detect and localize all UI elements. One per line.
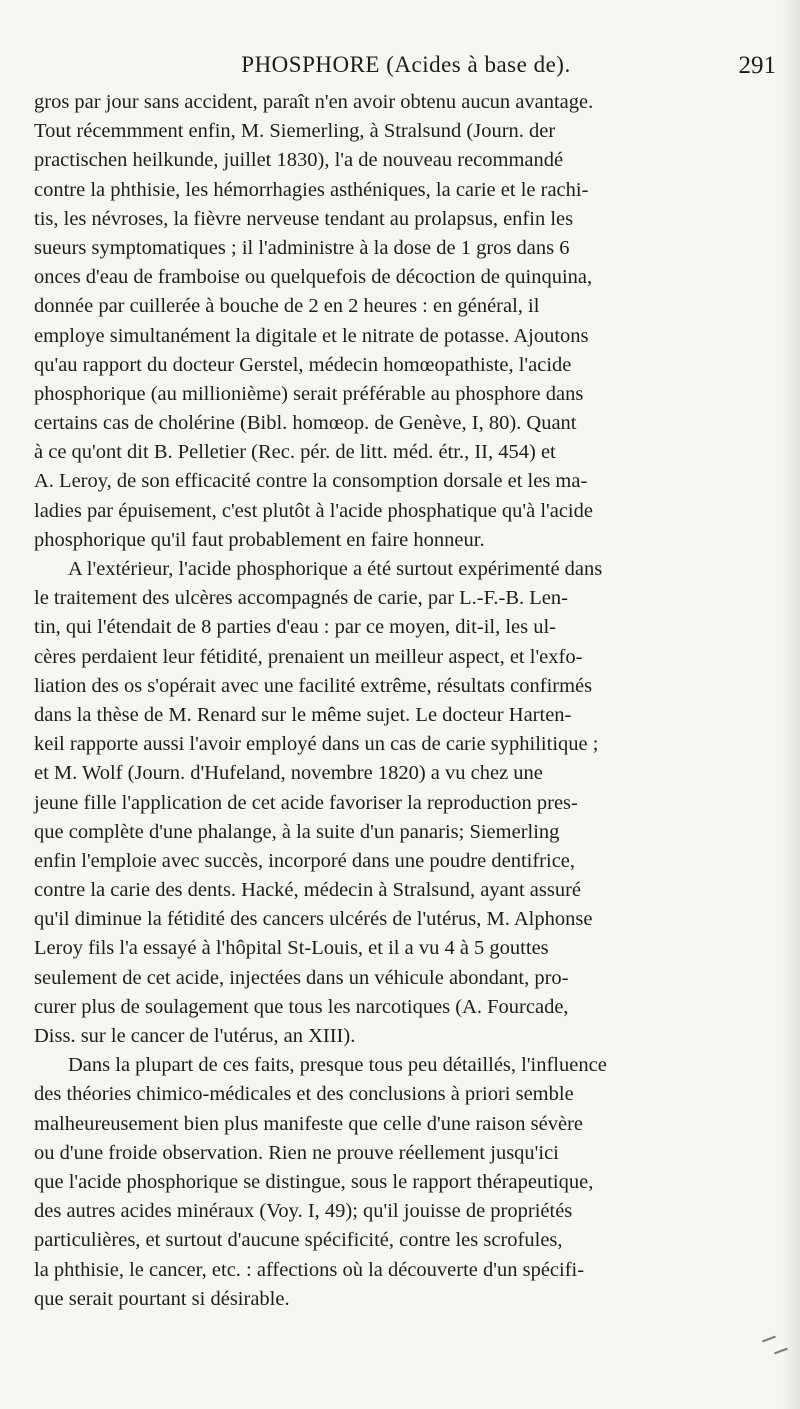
text-line: tis, les névroses, la fièvre nerveuse tendant au prolapsus, enfin les	[34, 207, 574, 230]
text-line: des autres acides minéraux (Voy. I, 49); qu'il jouisse de propriétés	[34, 1200, 573, 1223]
text-line: enfin l'emploie avec succès, incorporé dans une poudre dentifrice,	[34, 849, 576, 872]
text-line: seulement de cet acide, injectées dans un véhicule abondant, pro-	[34, 966, 569, 989]
text-line: malheureusement bien plus manifeste que celle d'une raison sévère	[34, 1112, 584, 1135]
paragraph-start-line: A l'extérieur, l'acide phosphorique a été surtout expérimenté dans	[68, 558, 603, 580]
text-line: ou d'une froide observation. Rien ne prouve réellement jusqu'ici	[34, 1141, 559, 1164]
text-line: curer plus de soulagement que tous les narcotiques (A. Fourcade,	[34, 995, 569, 1018]
text-line: phosphorique qu'il faut probablement en faire honneur.	[34, 528, 485, 551]
running-head: PHOSPHORE (Acides à base de).	[241, 52, 571, 77]
text-line: qu'il diminue la fétidité des cancers ulcérés de l'utérus, M. Alphonse	[34, 908, 593, 931]
text-line: sueurs symptomatiques ; il l'administre à la dose de 1 gros dans 6	[34, 236, 570, 259]
page-number: 291	[738, 52, 776, 79]
paragraph-start-line: Dans la plupart de ces faits, presque tous peu détaillés, l'influence	[68, 1054, 607, 1077]
text-line: qu'au rapport du docteur Gerstel, médecin homœopathiste, l'acide	[34, 353, 572, 376]
text-line: cères perdaient leur fétidité, prenaient un meilleur aspect, et l'exfo-	[34, 645, 583, 668]
text-line: phosphorique (au millionième) serait préférable au phosphore dans	[34, 382, 584, 405]
text-line: donnée par cuillerée à bouche de 2 en 2 heures : en général, il	[34, 295, 540, 318]
text-line: ladies par épuisement, c'est plutôt à l'acide phosphatique qu'à l'acide	[34, 499, 593, 522]
text-line: keil rapporte aussi l'avoir employé dans un cas de carie syphilitique ;	[34, 733, 599, 756]
text-line: et M. Wolf (Journ. d'Hufeland, novembre 1820) a vu chez une	[34, 762, 543, 785]
page-edge-shadow	[782, 0, 800, 1409]
text-line: Tout récemmment enfin, M. Siemerling, à Stralsund (Journ. der	[34, 120, 556, 143]
text-line: tin, qui l'étendait de 8 parties d'eau : par ce moyen, dit-il, les ul-	[34, 616, 557, 639]
text-line: Diss. sur le cancer de l'utérus, an XIII).	[34, 1025, 356, 1047]
text-line: Leroy fils l'a essayé à l'hôpital St-Louis, et il a vu 4 à 5 gouttes	[34, 937, 549, 960]
text-line: des théories chimico-médicales et des conclusions à priori semble	[34, 1083, 574, 1106]
text-line: A. Leroy, de son efficacité contre la consomption dorsale et les ma-	[34, 470, 588, 493]
text-line: particulières, et surtout d'aucune spécificité, contre les scrofules,	[34, 1229, 563, 1252]
text-line: la phthisie, le cancer, etc. : affections où la découverte d'un spécifi-	[34, 1258, 585, 1281]
text-line: le traitement des ulcères accompagnés de carie, par L.-F.-B. Len-	[34, 587, 568, 610]
text-line: que l'acide phosphorique se distingue, sous le rapport thérapeutique,	[34, 1170, 594, 1193]
text-line: practischen heilkunde, juillet 1830), l'a de nouveau recommandé	[34, 149, 564, 172]
text-line: certains cas de cholérine (Bibl. homœop. de Genève, I, 80). Quant	[34, 412, 577, 435]
text-line: à ce qu'ont dit B. Pelletier (Rec. pér. de litt. méd. étr., II, 454) et	[34, 441, 556, 464]
text-line: liation des os s'opérait avec une facilité extrême, résultats confirmés	[34, 674, 593, 697]
text-line: dans la thèse de M. Renard sur le même sujet. Le docteur Harten-	[34, 703, 572, 726]
text-line: que complète d'une phalange, à la suite d'un panaris; Siemerling	[34, 820, 560, 843]
text-line: employe simultanément la digitale et le nitrate de potasse. Ajoutons	[34, 324, 589, 347]
body-text	[34, 88, 764, 1314]
text-line: onces d'eau de framboise ou quelquefois de décoction de quinquina,	[34, 266, 593, 289]
text-line: gros par jour sans accident, paraît n'en avoir obtenu aucun avantage.	[34, 91, 594, 113]
text-line: jeune fille l'application de cet acide favoriser la reproduction pres-	[34, 791, 578, 814]
margin-marks	[760, 1330, 790, 1360]
text-line: contre la phthisie, les hémorrhagies asthéniques, la carie et le rachi-	[34, 178, 589, 201]
text-line: que serait pourtant si désirable.	[34, 1287, 290, 1310]
page-header	[36, 52, 776, 86]
text-line: contre la carie des dents. Hacké, médecin à Stralsund, ayant assuré	[34, 879, 582, 902]
